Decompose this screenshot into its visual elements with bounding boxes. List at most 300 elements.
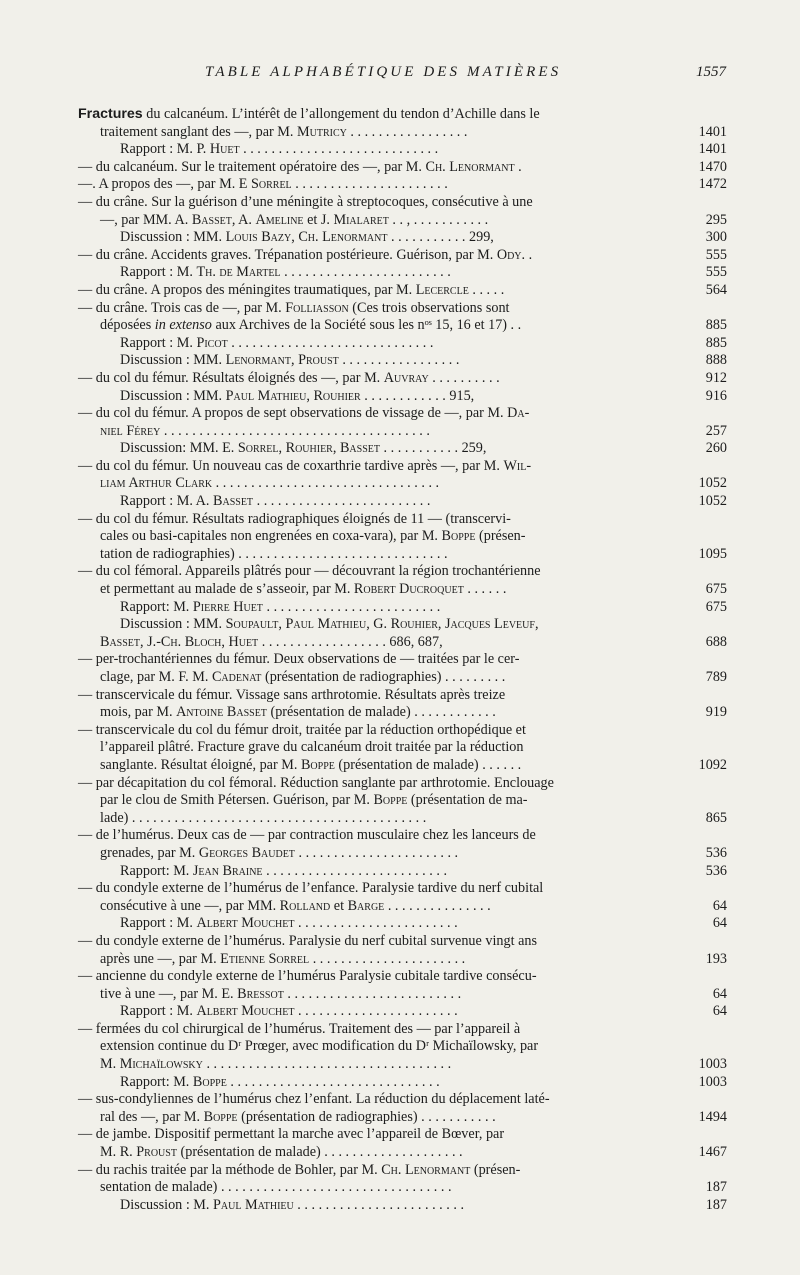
page-header <box>0 64 800 86</box>
author-name: Basset <box>339 440 380 457</box>
index-line-text <box>120 493 430 509</box>
index-line <box>78 335 727 353</box>
author-name: Cadenat <box>211 669 262 685</box>
author-name: Da- <box>507 405 530 422</box>
index-line-text <box>100 581 506 597</box>
entry-text: , <box>437 616 445 633</box>
author-name: Ameline <box>255 211 304 228</box>
entry-text: — fermées du col chirurgical de l’humérus. Traitement des — par l’appareil à <box>78 1020 521 1037</box>
entry-text: — du rachis traitée par la méthode de Bohler, par M. <box>78 1161 382 1178</box>
entry-text: — transcervicale du fémur. Vissage sans arthrotomie. Résultats après treize <box>78 686 506 703</box>
index-line-text <box>100 669 505 685</box>
index-line-text <box>78 722 526 738</box>
entry-text: tation de radiographies) . . . . . . . . . . . . . . . . . . . . . . . . . . . . . . <box>100 545 448 562</box>
entry-text: . . . . . . . . . . . . . . . . . . . . . . . . . . . . . . . . . . . <box>202 1056 452 1073</box>
entry-text: Discussion : M. <box>120 1196 214 1213</box>
running-title: TABLE ALPHABÉTIQUE DES MATIÈRES <box>205 64 562 80</box>
index-line-text <box>120 1074 440 1090</box>
entry-heading: Fractures <box>78 106 143 122</box>
page-reference: 300 <box>705 229 727 246</box>
entry-text: — du condyle externe de l’humérus. Paralysie du nerf cubital survenue vingt ans <box>78 932 537 949</box>
entry-text: — per-trochantériennes du fémur. Deux observations de — traitées par le cer- <box>78 651 520 668</box>
index-line-text <box>100 739 523 755</box>
author-name: Auvray <box>383 369 429 386</box>
index-line-text <box>100 212 488 228</box>
page-reference: 865 <box>705 809 727 826</box>
entry-text: Discussion : MM. <box>120 352 226 369</box>
entry-text: (Ces trois observations sont <box>348 299 510 316</box>
index-line <box>78 282 727 300</box>
index-line-text <box>100 810 426 826</box>
entry-text: — du crâne. Accidents graves. Trépanation postérieure. Guérison, par M. <box>78 246 497 263</box>
author-name: Louis Bazy <box>225 229 292 246</box>
index-line-text <box>78 651 519 667</box>
index-line <box>78 1074 727 1092</box>
author-name: Rolland <box>279 897 331 914</box>
index-line <box>78 1144 727 1162</box>
author-name: Etienne Sorrel <box>220 950 310 967</box>
author-name: Basset <box>213 493 254 510</box>
entry-text: , G. <box>366 616 391 633</box>
index-line-text <box>78 563 541 579</box>
entry-text: sentation de malade) . . . . . . . . . . . . . . . . . . . . . . . . . . . . . . . . . <box>100 1179 452 1196</box>
author-name: Ch. Bloch <box>160 633 222 650</box>
index-line <box>78 511 727 529</box>
entry-text: par le clou de Smith Pétersen. Guérison, par M. <box>100 792 374 809</box>
index-line <box>78 563 727 581</box>
page-reference: 187 <box>705 1196 727 1213</box>
index-line-text <box>100 475 439 491</box>
entry-text: — du col du fémur. A propos de sept observations de vissage de —, par M. <box>78 405 508 422</box>
index-line <box>78 880 727 898</box>
index-line <box>78 106 727 124</box>
entry-text: . . . . . . . . . . . . . . . . . . 686, 687, <box>258 633 443 650</box>
entry-text: . . . . . . . . . . . . . . . . . . . . . . . . . . . . . <box>227 334 434 351</box>
page-reference: 789 <box>705 669 727 685</box>
index-line-text <box>100 951 465 967</box>
index-line <box>78 388 727 406</box>
index-line <box>78 845 727 863</box>
index-line-text <box>100 634 443 650</box>
author-name: Mialaret <box>333 211 389 228</box>
entry-text: (présen- <box>470 1161 521 1178</box>
index-line-text <box>78 300 510 316</box>
index-line-text <box>100 1038 538 1054</box>
page-reference: 919 <box>705 704 727 721</box>
index-line <box>78 546 727 564</box>
index-line-text <box>100 1144 463 1160</box>
entry-text: . . . . . . . . . . . 299, <box>387 229 494 246</box>
page-reference: 295 <box>705 211 727 228</box>
page-reference: 187 <box>705 1179 727 1196</box>
index-line-text <box>100 704 496 720</box>
entry-text: . . . . . . . . . . . . . . . <box>384 897 491 914</box>
entry-text: . . . . . . . . . . . . . . . . . . . . . . . <box>294 915 458 932</box>
entry-text: , A. <box>231 211 256 228</box>
author-name: Soupault <box>225 616 279 633</box>
author-name: Huet <box>228 633 259 650</box>
entry-text: , <box>306 387 314 404</box>
index-line-text <box>78 159 522 175</box>
index-line-text <box>78 176 448 192</box>
page-reference: 257 <box>705 422 727 439</box>
entry-text: Rapport : M. <box>120 1003 197 1020</box>
author-name: Michaïlowsky <box>119 1056 203 1073</box>
author-name: Proust <box>136 1144 177 1161</box>
index-line <box>78 863 727 881</box>
entry-text: Rapport: M. <box>120 598 193 615</box>
index-line <box>78 1162 727 1180</box>
entry-text: et J. <box>303 211 334 228</box>
author-name: Ch. Lenormant <box>298 229 388 246</box>
entry-text: (présentation de malade) . . . . . . <box>334 756 522 773</box>
entry-text: — du crâne. Sur la guérison d’une méningite à streptocoques, consécutive à une <box>78 193 533 210</box>
page-reference: 64 <box>712 915 727 932</box>
index-line-text <box>120 1197 464 1213</box>
index-line <box>78 775 727 793</box>
entry-text: Rapport : M. P. <box>120 141 210 158</box>
index-line <box>78 810 727 828</box>
author-name: Boppe <box>203 1108 238 1125</box>
entry-text: . . . . . . . . . . <box>428 369 500 386</box>
page-reference: 1401 <box>698 141 727 158</box>
author-name: Robert Ducroquet <box>353 581 464 598</box>
page-number: 1557 <box>696 64 726 80</box>
author-name: Rouhier <box>285 440 333 457</box>
index-line-text <box>120 141 438 157</box>
page-reference: 1467 <box>698 1144 727 1161</box>
entry-text: . . . . . . . . . . . . . . . . . . . . . . . . . . . . . . . . <box>212 475 440 492</box>
index-line <box>78 1126 727 1144</box>
author-name: liam Arthur Clark <box>100 475 213 492</box>
page-reference: 912 <box>705 369 727 386</box>
entry-text: du calcanéum. L’intérêt de l’allongement du tendon d’Achille dans le <box>142 106 540 122</box>
entry-text: . . . . . . . . . . . . . . . . . <box>346 123 468 140</box>
entry-text: cales ou basi-capitales non engrenées en coxa-vara), par M. <box>100 528 442 545</box>
index-line <box>78 458 727 476</box>
entry-text: , <box>278 616 286 633</box>
index-line <box>78 317 727 335</box>
entry-text: . . . . . <box>468 281 505 298</box>
entry-text: clage, par M. F. M. <box>100 669 212 685</box>
entry-text: — du col du fémur. Résultats éloignés des —, par M. <box>78 369 384 386</box>
page-reference: 260 <box>705 440 727 457</box>
entry-text: traitement sanglant des —, par M. <box>100 123 297 140</box>
entry-text: Discussion : MM. <box>120 229 226 246</box>
entry-text: . . . . . . . . . . . . . . . . . . . . . . . <box>294 1003 458 1020</box>
entry-text: — du col fémoral. Appareils plâtrés pour — découvrant la région trochantérienne <box>78 563 541 580</box>
index-line-text <box>78 1091 550 1107</box>
index-line <box>78 300 727 318</box>
page-reference: 564 <box>705 281 727 298</box>
entry-text: sanglante. Résultat éloigné, par M. <box>100 756 301 773</box>
entry-text: , <box>291 229 299 246</box>
index-line <box>78 141 727 159</box>
index-line <box>78 528 727 546</box>
index-line-text <box>100 1056 451 1072</box>
author-name: Folliasson <box>285 299 349 316</box>
entry-text: (présen- <box>475 528 526 545</box>
page-reference: 1003 <box>698 1073 727 1090</box>
entry-text: Rapport: M. <box>120 1073 193 1090</box>
index-entries <box>78 106 727 1214</box>
page-reference: 1052 <box>698 493 727 510</box>
index-line <box>78 352 727 370</box>
page-reference: 675 <box>705 581 727 598</box>
page-reference: 1401 <box>698 123 727 140</box>
page-reference: 555 <box>705 264 727 281</box>
entry-text: . . . . . . . . . . . 259, <box>379 440 487 457</box>
page-reference: 1052 <box>698 475 727 492</box>
entry-text: . . . . . . . . . . . . . . . . . . . . . . <box>291 176 448 193</box>
index-line-text <box>100 757 521 773</box>
entry-text: . . . . . . . . . . . . . . . . . . . . . . <box>309 950 466 967</box>
page-reference: 64 <box>712 1003 727 1020</box>
page-reference: 1494 <box>698 1108 727 1125</box>
index-line <box>78 159 727 177</box>
index-line-text <box>120 1003 458 1019</box>
author-name: Paul Mathieu <box>285 616 367 633</box>
index-line <box>78 212 727 230</box>
entry-text: déposées <box>100 317 155 334</box>
index-line <box>78 616 727 634</box>
author-name: Pierre Huet <box>192 598 263 615</box>
entry-text: mois, par M. <box>100 704 177 721</box>
entry-text: Discussion : MM. <box>120 387 226 404</box>
entry-text: — transcervicale du col du fémur droit, traitée par la réduction orthopédique et <box>78 721 526 738</box>
page-reference: 885 <box>705 317 727 334</box>
index-line <box>78 264 727 282</box>
page-reference: 1095 <box>698 545 727 562</box>
author-name: niel Férey <box>100 422 161 439</box>
index-line <box>78 124 727 142</box>
entry-text: extension continue du Dʳ Prœger, avec modification du Dʳ Michaïlowsky, par <box>100 1038 539 1055</box>
entry-text: Discussion: MM. E. <box>120 440 238 457</box>
index-line <box>78 229 727 247</box>
page-reference: 555 <box>705 246 727 263</box>
entry-text: (présentation de radiographies) . . . . . . . . . . . <box>237 1108 496 1125</box>
index-line <box>78 1038 727 1056</box>
index-line-text <box>120 915 458 931</box>
index-line <box>78 440 727 458</box>
entry-text: M. <box>100 1056 120 1073</box>
index-line-text <box>78 106 540 122</box>
author-name: Rouhier <box>390 616 438 633</box>
index-line-text <box>78 827 536 843</box>
entry-text: — du col du fémur. Un nouveau cas de coxarthrie tardive après —, par M. <box>78 457 504 474</box>
index-line <box>78 739 727 757</box>
index-line <box>78 1056 727 1074</box>
entry-text: , J.- <box>140 633 161 650</box>
page-reference: 675 <box>705 598 727 615</box>
author-name: Picot <box>196 334 228 351</box>
index-line <box>78 423 727 441</box>
index-line-text <box>100 317 521 333</box>
entry-text: — sus-condyliennes de l’humérus chez l’enfant. La réduction du déplacement laté- <box>78 1091 550 1108</box>
page-reference: 688 <box>705 633 727 650</box>
entry-text: — du crâne. Trois cas de —, par M. <box>78 299 286 316</box>
entry-text: . . , . . . . . . . . . . . <box>388 211 489 228</box>
entry-text: . . <box>521 246 533 263</box>
author-name: Wil- <box>503 457 532 474</box>
page-reference: 64 <box>712 897 727 914</box>
index-line-text <box>78 687 505 703</box>
index-line-text <box>100 528 525 544</box>
entry-text: Discussion : MM. <box>120 616 226 633</box>
index-line <box>78 827 727 845</box>
index-line-text <box>120 440 486 456</box>
index-line-text <box>120 229 494 245</box>
author-name: Mutricy <box>297 123 347 140</box>
index-line-text <box>120 352 459 368</box>
entry-text: in extenso <box>154 317 212 334</box>
index-line <box>78 669 727 687</box>
author-name: Proust <box>298 352 339 369</box>
index-line-text <box>78 880 543 896</box>
index-line-text <box>78 405 529 421</box>
entry-text: — ancienne du condyle externe de l’humérus Paralysie cubitale tardive consécu- <box>78 968 537 985</box>
entry-text: après une —, par M. <box>100 950 221 967</box>
page-reference: 1472 <box>698 176 727 193</box>
index-line <box>78 757 727 775</box>
index-line-text <box>120 599 440 615</box>
entry-text: . . . . . . . . . . . . . . . . . . . . . . . . . <box>262 598 441 615</box>
index-line-text <box>78 247 532 263</box>
author-name: Ch. Lenormant <box>381 1161 471 1178</box>
author-name: Jean Braine <box>192 862 263 879</box>
entry-text: Rapport : M. <box>120 264 197 281</box>
index-line-text <box>100 546 448 562</box>
entry-text: tive à une —, par M. E. <box>100 985 238 1002</box>
index-line-text <box>120 335 433 351</box>
page-reference: 916 <box>705 387 727 404</box>
index-line <box>78 933 727 951</box>
entry-text: — du crâne. A propos des méningites traumatiques, par M. <box>78 281 416 298</box>
index-line-text <box>120 863 447 879</box>
entry-text: , <box>278 440 286 457</box>
entry-text: — de l’humérus. Deux cas de — par contraction musculaire chez les lanceurs de <box>78 827 536 844</box>
entry-text: . . . . . . . . . . . . . . . . . <box>338 352 460 369</box>
index-line <box>78 651 727 669</box>
author-name: Ch. Lenormant <box>425 158 515 175</box>
author-name: Paul Mathieu <box>213 1196 294 1213</box>
index-line-text <box>78 933 537 949</box>
author-name: Th. de Martel <box>196 264 281 281</box>
index-line-text <box>100 845 458 861</box>
entry-text: . . . . . . . . . . . . . . . . . . . . . . . . <box>280 264 451 281</box>
index-line-text <box>100 124 467 140</box>
index-line <box>78 247 727 265</box>
page-reference: 536 <box>705 862 727 879</box>
author-name: Boppe <box>300 756 335 773</box>
entry-text: , <box>534 616 539 633</box>
entry-text: consécutive à une —, par MM. <box>100 897 280 914</box>
index-line-text <box>78 282 504 298</box>
index-line-text <box>120 616 538 632</box>
author-name: Georges Baudet <box>198 844 295 861</box>
index-line <box>78 176 727 194</box>
entry-text: , <box>290 352 299 369</box>
page-reference: 1003 <box>698 1056 727 1073</box>
entry-text: , <box>221 633 229 650</box>
entry-text: et <box>330 897 348 914</box>
index-line <box>78 370 727 388</box>
author-name: Basset <box>100 633 141 650</box>
index-line-text <box>120 264 451 280</box>
author-name: Paul Mathieu <box>225 387 307 404</box>
page-reference: 888 <box>705 352 727 369</box>
entry-text: . . . . . . . . . . . . . . . . . . . . . . . . <box>293 1196 464 1213</box>
entry-text: . . . . . . . . . . . . . . . . . . . . . . . . . . . . <box>239 141 439 158</box>
index-line <box>78 405 727 423</box>
entry-text: . . . . . . . . . . . . . . . . . . . . . . . . . . . . . . <box>226 1073 440 1090</box>
index-line <box>78 194 727 212</box>
index-line-text <box>100 423 430 439</box>
entry-text: Rapport : M. <box>120 334 197 351</box>
entry-text: M. R. <box>100 1144 137 1161</box>
entry-text: . . . . . . . . . . . . . . . . . . . . . . . . . . . . . . . . . . . . . . <box>160 422 430 439</box>
index-line <box>78 915 727 933</box>
entry-text: lade) . . . . . . . . . . . . . . . . . . . . . . . . . . . . . . . . . . . . . . . . . . <box>100 809 427 826</box>
entry-text: l’appareil plâtré. Fracture grave du calcanéum droit traitée par la réduction <box>100 739 524 756</box>
index-line <box>78 1091 727 1109</box>
author-name: Ody <box>496 246 522 263</box>
author-name: Boppe <box>373 792 408 809</box>
index-line <box>78 1021 727 1039</box>
index-line-text <box>78 1162 520 1178</box>
entry-text: . . . . . . . . . . . . . . . . . . . . . . . . . <box>283 985 462 1002</box>
index-line-text <box>78 370 500 386</box>
index-line <box>78 986 727 1004</box>
entry-text: . . . . . . <box>463 581 507 598</box>
entry-text: aux Archives de la Société sous les nᵒˢ 15, 16 et 17) . . <box>211 317 522 334</box>
entry-text: . <box>514 158 522 175</box>
entry-text: ral des —, par M. <box>100 1108 204 1125</box>
author-name: Boppe <box>192 1073 227 1090</box>
author-name: Bressot <box>237 985 284 1002</box>
entry-text: , <box>332 440 340 457</box>
index-line <box>78 1197 727 1215</box>
entry-text: —. A propos des —, par M. E <box>78 176 251 193</box>
entry-text: . . . . . . . . . . . . 915, <box>360 387 475 404</box>
entry-text: Rapport: M. <box>120 862 193 879</box>
author-name: Albert Mouchet <box>196 915 295 932</box>
author-name: Antoine Basset <box>176 704 267 721</box>
index-line-text <box>78 511 511 527</box>
index-line <box>78 581 727 599</box>
entry-text: —, par MM. A. <box>100 211 192 228</box>
entry-text: — par décapitation du col fémoral. Réduction sanglante par arthrotomie. Enclouage <box>78 774 554 791</box>
index-line <box>78 1179 727 1197</box>
index-line <box>78 898 727 916</box>
index-line-text <box>100 1179 452 1195</box>
author-name: Albert Mouchet <box>196 1003 295 1020</box>
author-name: Rouhier <box>313 387 361 404</box>
entry-text: (présentation de malade) . . . . . . . . . . . . <box>266 704 496 721</box>
index-line <box>78 599 727 617</box>
index-line-text <box>100 1109 496 1125</box>
index-line <box>78 968 727 986</box>
page-reference: 885 <box>705 334 727 351</box>
page-reference: 1470 <box>698 158 727 175</box>
entry-text: — du col du fémur. Résultats radiographiques éloignés de 11 — (transcervi- <box>78 510 511 527</box>
author-name: Barge <box>347 897 385 914</box>
index-line-text <box>100 898 491 914</box>
entry-text: . . . . . . . . . . . . . . . . . . . . . . . <box>294 844 459 861</box>
author-name: Sorrel <box>237 440 279 457</box>
entry-text: (présentation de radiographies) . . . . . . . . . <box>261 669 506 685</box>
index-line <box>78 722 727 740</box>
